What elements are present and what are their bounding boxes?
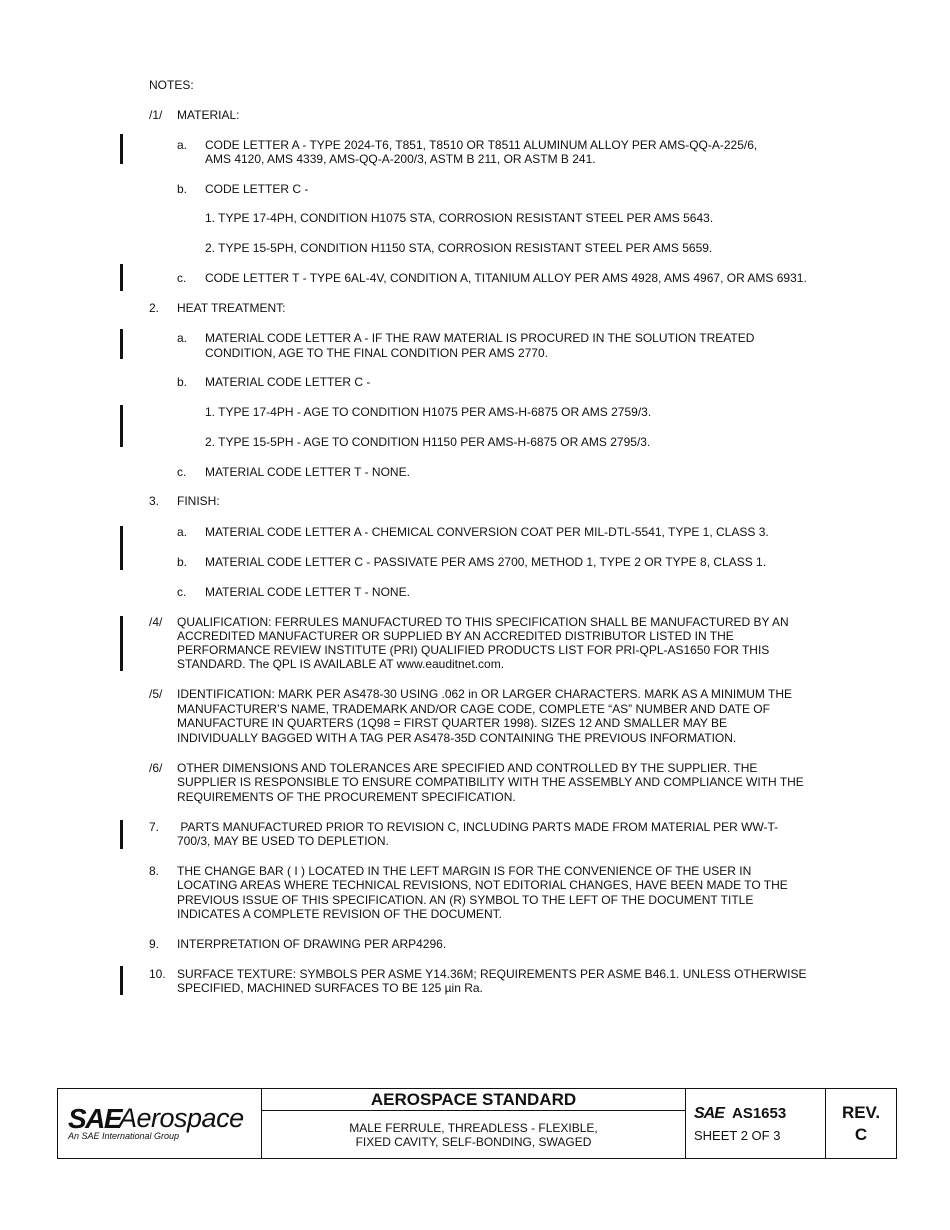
note-number: 7. [149, 820, 160, 834]
note-text: CODE LETTER C - [205, 182, 309, 196]
note-number: 9. [149, 937, 160, 951]
note-text: STANDARD. The QPL IS AVAILABLE AT www.eauditnet.com. [177, 657, 505, 671]
item-label: b. [177, 375, 188, 389]
change-bar-material-a [120, 134, 123, 164]
sae-small-logo: SAE [694, 1105, 724, 1122]
change-bar-note10 [120, 966, 123, 995]
note-text: REQUIREMENTS OF THE PROCUREMENT SPECIFICATION. [177, 790, 516, 804]
item-label: b. [177, 555, 188, 569]
note-text: SUPPLIER IS RESPONSIBLE TO ENSURE COMPATIBILITY WITH THE ASSEMBLY AND COMPLIANCE WITH THE [177, 775, 804, 789]
note-text: SPECIFIED, MACHINED SURFACES TO BE 125 µin Ra. [177, 981, 483, 995]
note-text: IDENTIFICATION: MARK PER AS478-30 USING .062 in OR LARGER CHARACTERS. MARK AS A MINIMUM THE [177, 687, 793, 701]
item-label: a. [177, 525, 188, 539]
logo-tagline: An SAE International Group [68, 1131, 180, 1141]
aerospace-logo: Aerospace [119, 1103, 244, 1133]
item-label: c. [177, 585, 187, 599]
subtitle-line: FIXED CAVITY, SELF-BONDING, SWAGED [355, 1135, 592, 1149]
logo-cell [58, 1089, 262, 1158]
note-text: AMS 4120, AMS 4339, AMS-QQ-A-200/3, ASTM B 211, OR ASTM B 241. [205, 152, 596, 166]
change-bar-finish [120, 526, 123, 570]
title-block [57, 1088, 897, 1159]
note-text: QUALIFICATION: FERRULES MANUFACTURED TO THIS SPECIFICATION SHALL BE MANUFACTURED BY AN [177, 615, 789, 629]
note-text: 700/3, MAY BE USED TO DEPLETION. [177, 834, 389, 848]
note-text: OTHER DIMENSIONS AND TOLERANCES ARE SPECIFIED AND CONTROLLED BY THE SUPPLIER. THE [177, 761, 758, 775]
item-label: a. [177, 138, 188, 152]
change-bar-heat-b [120, 405, 123, 447]
change-bar-qualification [120, 616, 123, 671]
note-text: 2. TYPE 15-5PH - AGE TO CONDITION H1150 PER AMS-H-6875 OR AMS 2795/3. [205, 435, 651, 449]
revision-cell [826, 1089, 896, 1158]
item-label: a. [177, 331, 188, 345]
note-text: MATERIAL CODE LETTER C - [205, 375, 371, 389]
note-text: 1. TYPE 17-4PH - AGE TO CONDITION H1075 PER AMS-H-6875 OR AMS 2759/3. [205, 405, 652, 419]
note-text: CODE LETTER T - TYPE 6AL-4V, CONDITION A, TITANIUM ALLOY PER AMS 4928, AMS 4967, OR AMS 6931. [205, 271, 807, 285]
standard-cell [262, 1089, 686, 1158]
note-text: INTERPRETATION OF DRAWING PER ARP4296. [177, 937, 447, 951]
note-text: MATERIAL CODE LETTER C - PASSIVATE PER AMS 2700, METHOD 1, TYPE 2 OR TYPE 8, CLASS 1. [205, 555, 767, 569]
note-number: 10. [149, 967, 166, 981]
standard-title: AEROSPACE STANDARD [262, 1089, 685, 1111]
change-bar-note7 [120, 820, 123, 849]
note-title: FINISH: [177, 494, 220, 508]
revision-value: C [854, 1125, 868, 1144]
revision-label: REV. [841, 1103, 881, 1122]
note-text: MATERIAL CODE LETTER A - CHEMICAL CONVERSION COAT PER MIL-DTL-5541, TYPE 1, CLASS 3. [205, 525, 769, 539]
note-text: PREVIOUS ISSUE OF THIS SPECIFICATION. AN (R) SYMBOL TO THE LEFT OF THE DOCUMENT TITLE [177, 893, 754, 907]
note-text: MATERIAL CODE LETTER T - NONE. [205, 585, 410, 599]
note-text: THE CHANGE BAR ( I ) LOCATED IN THE LEFT MARGIN IS FOR THE CONVENIENCE OF THE USER IN [177, 864, 752, 878]
note-text: LOCATING AREAS WHERE TECHNICAL REVISIONS, NOT EDITORIAL CHANGES, HAVE BEEN MADE TO THE [177, 878, 788, 892]
note-text: ACCREDITED MANUFACTURER OR SUPPLIED BY AN ACCREDITED DISTRIBUTOR LISTED IN THE [177, 629, 734, 643]
item-label: b. [177, 182, 188, 196]
note-number: /5/ [149, 687, 163, 701]
document-subtitle [262, 1121, 685, 1149]
notes-heading: NOTES: [149, 78, 194, 92]
subtitle-line: MALE FERRULE, THREADLESS - FLEXIBLE, [349, 1121, 598, 1135]
note-text: MANUFACTURER’S NAME, TRADEMARK AND/OR CAGE CODE, COMPLETE “AS” NUMBER AND DATE OF [177, 702, 770, 716]
note-title: MATERIAL: [177, 108, 240, 122]
note-number: /4/ [149, 615, 163, 629]
note-text: CONDITION, AGE TO THE FINAL CONDITION PER AMS 2770. [205, 346, 548, 360]
change-bar-material-c [120, 264, 123, 291]
item-label: c. [177, 271, 187, 285]
note-number: /1/ [149, 108, 163, 122]
item-label: c. [177, 465, 187, 479]
note-title: HEAT TREATMENT: [177, 301, 286, 315]
note-text: PERFORMANCE REVIEW INSTITUTE (PRI) QUALIFIED PRODUCTS LIST FOR PRI-QPL-AS1650 FOR THIS [177, 643, 770, 657]
change-bar-heat-a [120, 329, 123, 359]
note-text: 1. TYPE 17-4PH, CONDITION H1075 STA, CORROSION RESISTANT STEEL PER AMS 5643. [205, 211, 714, 225]
note-number: 2. [149, 301, 160, 315]
note-number: 8. [149, 864, 160, 878]
sheet-number: SHEET 2 OF 3 [694, 1128, 781, 1143]
note-number: /6/ [149, 761, 163, 775]
note-text: 2. TYPE 15-5PH, CONDITION H1150 STA, CORROSION RESISTANT STEEL PER AMS 5659. [205, 241, 713, 255]
note-text: MATERIAL CODE LETTER T - NONE. [205, 465, 410, 479]
document-number: AS1653 [732, 1105, 787, 1122]
note-text: CODE LETTER A - TYPE 2024-T6, T851, T8510 OR T8511 ALUMINUM ALLOY PER AMS-QQ-A-225/6, [205, 138, 758, 152]
sae-logo: SAE [68, 1103, 122, 1134]
note-text: INDICATES A COMPLETE REVISION OF THE DOCUMENT. [177, 907, 502, 921]
note-text: PARTS MANUFACTURED PRIOR TO REVISION C, INCLUDING PARTS MADE FROM MATERIAL PER WW-T- [177, 820, 779, 834]
note-text: INDIVIDUALLY BAGGED WITH A TAG PER AS478-35D CONTAINING THE PREVIOUS INFORMATION. [177, 731, 737, 745]
note-text: MATERIAL CODE LETTER A - IF THE RAW MATERIAL IS PROCURED IN THE SOLUTION TREATED [205, 331, 755, 345]
note-number: 3. [149, 494, 160, 508]
document-number-cell [686, 1089, 826, 1158]
note-text: SURFACE TEXTURE: SYMBOLS PER ASME Y14.36M; REQUIREMENTS PER ASME B46.1. UNLESS OTHERWISE [177, 967, 807, 981]
note-text: MANUFACTURE IN QUARTERS (1Q98 = FIRST QUARTER 1998). SIZES 12 AND SMALLER MAY BE [177, 716, 728, 730]
